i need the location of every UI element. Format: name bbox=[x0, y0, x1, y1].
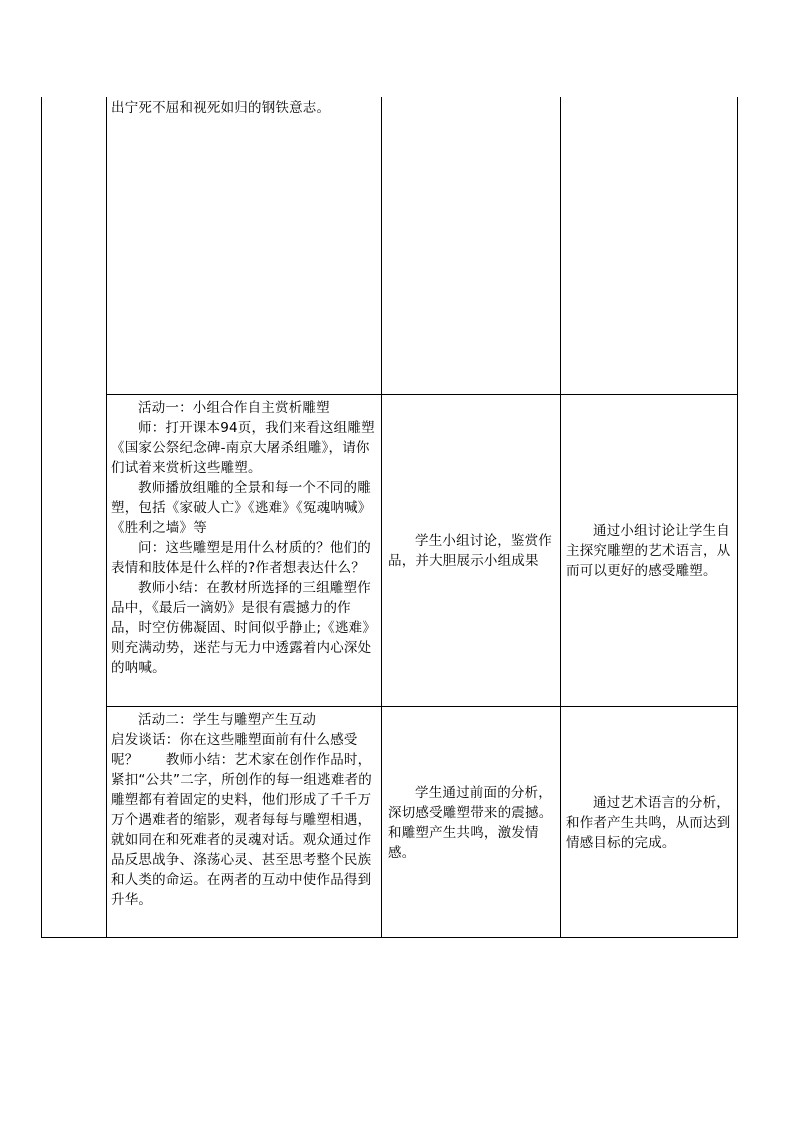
row3-content-para-1: 活动二：学生与雕塑产生互动 bbox=[138, 712, 317, 728]
row2-content-para-2: 师：打开课本94页，我们来看这组雕塑《国家公祭纪念碑-南京大屠杀组雕》，请你们试着来赏析这些雕塑。 bbox=[111, 420, 375, 476]
row2-intent-para: 通过小组讨论让学生自主探究雕塑的艺术语言，从而可以更好的感受雕塑。 bbox=[566, 523, 731, 579]
row3-intent-para: 通过艺术语言的分析，和作者产生共鸣，从而达到情感目标的完成。 bbox=[566, 794, 731, 851]
row1-content-cell bbox=[111, 98, 377, 392]
row2-content-para-1: 活动一：小组合作自主赏析雕塑 bbox=[138, 400, 330, 416]
row3-content-cell bbox=[111, 710, 377, 935]
row2-intent-cell bbox=[566, 398, 734, 704]
row2-content-cell bbox=[111, 398, 377, 704]
row3-content-para-2: 启发谈话：你在这些雕塑面前有什么感受呢？ 教师小结：艺术家在创作作品时，紧扣“公共”二字，所创作的每一组逃难者的雕塑都有着固定的史料，他们形成了千千万万个遇难者的缩影，观者每每与雕塑相遇，就如同在和死难者的灵魂对话。观众通过作品反思战争、涤荡心灵、甚至思考整个民族和人类的命运。在两者的互动中使作品得到升华。 bbox=[111, 732, 372, 908]
table-border-bottom bbox=[41, 937, 738, 938]
row3-student-cell bbox=[388, 710, 556, 935]
table-border-col3 bbox=[560, 97, 561, 937]
row2-content-para-3: 教师播放组雕的全景和每一个不同的雕塑，包括《家破人亡》《逃难》《冤魂呐喊》《胜利之墙》等 bbox=[111, 480, 372, 536]
table-border-right bbox=[737, 97, 738, 937]
table-border-left bbox=[41, 97, 42, 937]
row-separator-2 bbox=[106, 706, 738, 707]
row3-student-para: 学生通过前面的分析，深切感受雕塑带来的震撼。和雕塑产生共鸣，激发情感。 bbox=[388, 784, 553, 861]
row1-content-para: 出宁死不屈和视死如归的钢铁意志。 bbox=[111, 100, 331, 116]
row3-intent-cell bbox=[566, 710, 734, 935]
row2-content-para-4: 问：这些雕塑是用什么材质的？他们的表情和肢体是什么样的?作者想表达什么？ bbox=[111, 540, 371, 576]
row2-student-cell bbox=[388, 398, 556, 704]
table-border-col1 bbox=[106, 97, 107, 937]
row2-content-para-5: 教师小结：在教材所选择的三组雕塑作品中，《最后一滴奶》是很有震撼力的作品，时空仿佛凝固、时间似乎静止;《逃难》则充满动势，迷茫与无力中透露着内心深处的呐喊。 bbox=[111, 580, 377, 676]
row-separator-1 bbox=[106, 394, 738, 395]
row2-student-para: 学生小组讨论，鉴赏作品，并大胆展示小组成果 bbox=[388, 533, 552, 569]
table-border-col2 bbox=[381, 97, 382, 937]
